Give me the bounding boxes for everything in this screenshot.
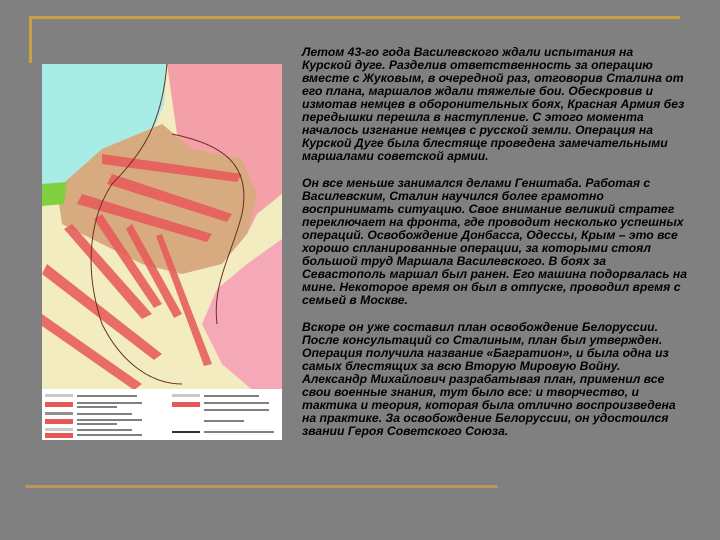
decorative-bottom-line <box>25 485 498 488</box>
text-line: свои военные знания, тут было все: и творчество, и <box>302 385 639 399</box>
text-line: маршалами советской армии. <box>302 149 489 163</box>
text-line: воспринимать ситуацию. Свое внимание великий стратег <box>302 202 675 216</box>
paragraph-kursk <box>302 46 717 163</box>
text-line: Он все меньше занимался делами Генштаба. Работая с <box>302 176 651 190</box>
text-line: Курской Дуге была блестяще проведена замечательными <box>302 136 668 150</box>
text-line: Летом 43-го года Василевского ждали испытания на <box>302 45 634 59</box>
text-line: измотав немцев в оборонительных боях, Красная Армия без <box>302 97 685 111</box>
text-line: его плана, маршалов ждали тяжелые бои. Обескровив и <box>302 84 654 98</box>
paragraph-genshtab <box>302 177 717 307</box>
text-line: началось изгнание немцев с русской земли. Операция на <box>302 123 654 137</box>
text-line: Операция получила название «Багратион», и была одна из <box>302 346 669 360</box>
text-line: переключает на фронта, где проводит несколько успешных <box>302 215 684 229</box>
text-line: звании Героя Советского Союза. <box>302 424 509 438</box>
text-line: большой труд Маршала Василевского. В боях за <box>302 254 607 268</box>
text-line: тактика и теория, которая была отлично воспроизведена <box>302 398 676 412</box>
text-line: Василевским, Сталин научился более грамотно <box>302 189 604 203</box>
text-line: Курской дуге. Разделив ответственность за операцию <box>302 58 653 72</box>
text-line: хорошо спланированные операции, за которыми стоял <box>302 241 651 255</box>
historical-map-image <box>42 64 282 440</box>
map-green-area <box>42 182 67 206</box>
slide-text <box>302 46 717 438</box>
decorative-top-line <box>29 16 680 19</box>
text-line: на практике. За освобождение Белоруссии, он удостоился <box>302 411 669 425</box>
decorative-left-line <box>29 16 32 63</box>
text-line: Вскоре он уже составил план освобождение Белоруссии. <box>302 320 658 334</box>
text-line: операций. Освобождение Донбасса, Одессы, Крым – это все <box>302 228 678 242</box>
text-line: самых блестящих за всю Вторую Мировую Войну. <box>302 359 621 373</box>
text-line: мине. Некоторое время он был в отпуске, проводил время с <box>302 280 681 294</box>
text-line: После консультаций со Сталиным, план был утвержден. <box>302 333 663 347</box>
text-line: передышки перешла в наступление. С этого момента <box>302 110 644 124</box>
text-line: Александр Михайлович разрабатывая план, применил все <box>302 372 665 386</box>
text-line: Севастополь маршал был ранен. Его машина подорвалась на <box>302 267 688 281</box>
text-line: вместе с Жуковым, в очередной раз, отговорив Сталина от <box>302 71 684 85</box>
paragraph-bagration <box>302 321 717 438</box>
text-line: семьей в Москве. <box>302 293 408 307</box>
